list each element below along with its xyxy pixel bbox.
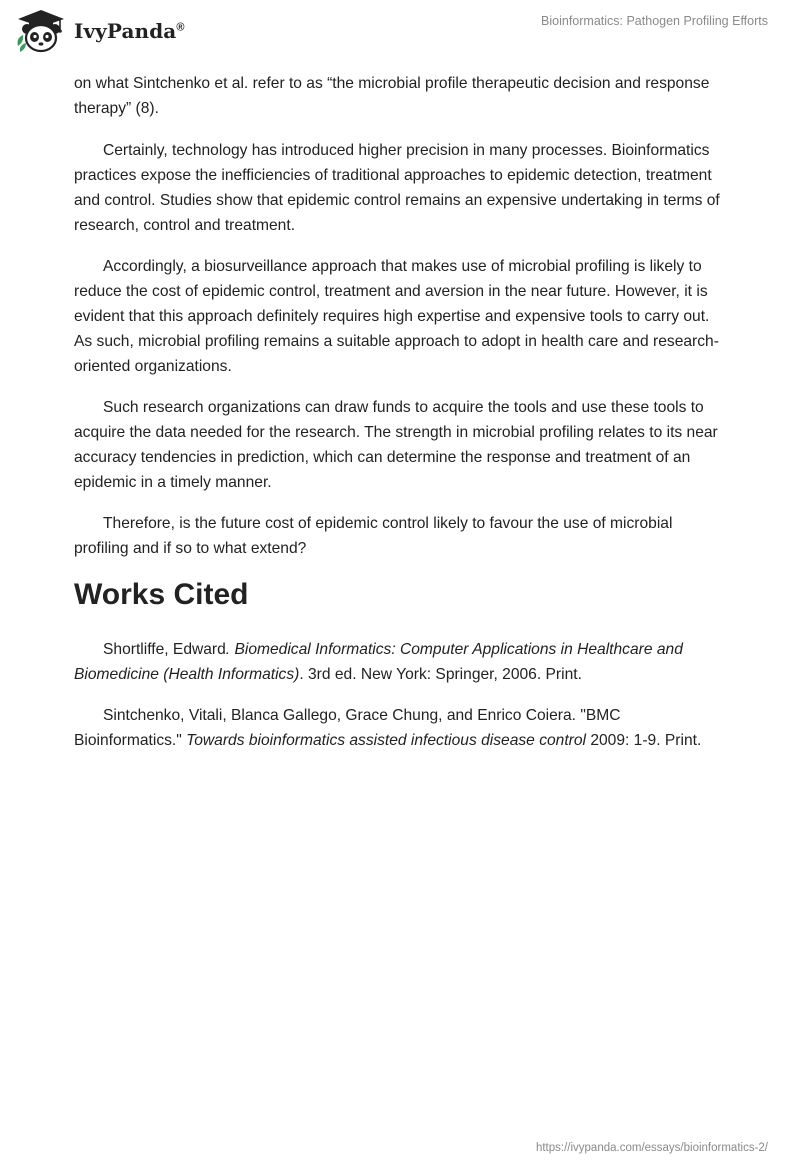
ivypanda-logo[interactable] (14, 6, 185, 56)
citation-title: Biomedical Informatics: Computer Applications in Healthcare and Biomedicine (Health Informatics) (74, 641, 683, 683)
page-header (0, 0, 800, 62)
body-paragraph: on what Sintchenko et al. refer to as “the microbial profile therapeutic decision and response therapy” (8). (74, 75, 710, 117)
citation-title: Towards bioinformatics assisted infectious disease control (186, 732, 586, 749)
body-paragraph: Certainly, technology has introduced higher precision in many processes. Bioinformatics practices expose the inefficiencies of traditional approaches to epidemic detection, treatment and control. Studies show that epidemic control remains an expensive undertaking in terms of research, control and treatment. (74, 142, 720, 234)
citation-entry (74, 703, 730, 753)
footer-url[interactable]: https://ivypanda.com/essays/bioinformatics-2/ (535, 1142, 768, 1154)
panda-graduate-logo-icon (14, 8, 68, 54)
body-paragraph: Accordingly, a biosurveillance approach that makes use of microbial profiling is likely to reduce the cost of epidemic control, treatment and aversion in the near future. However, it is evident that this approach definitely requires high expertise and expensive tools to carry out. As such, microbial profiling remains a suitable approach to adopt in health care and research-oriented organizations. (74, 258, 719, 375)
works-cited-heading: Works Cited (74, 578, 249, 611)
citation-author: Shortliffe, Edward (103, 641, 226, 658)
brand-name: IvyPanda® (74, 19, 185, 43)
citation-entry (74, 637, 730, 687)
body-paragraph: Therefore, is the future cost of epidemic control likely to favour the use of microbial profiling and if so to what extend? (74, 515, 673, 557)
citation-details: 2009: 1-9. Print. (586, 732, 702, 749)
body-paragraph: Such research organizations can draw funds to acquire the tools and use these tools to acquire the data needed for the research. The strength in microbial profiling relates to its near accuracy tendencies in prediction, which can determine the response and treatment of an epidemic in a timely manner. (74, 399, 718, 491)
running-title: Bioinformatics: Pathogen Profiling Efforts (541, 14, 768, 28)
citation-details: . 3rd ed. New York: Springer, 2006. Print. (299, 666, 582, 683)
citation-author: Sintchenko, Vitali, Blanca Gallego, Grace Chung, and Enrico Coiera. "BMC Bioinformatics." (74, 707, 621, 749)
essay-body (74, 71, 730, 769)
citation-dot: . (225, 641, 231, 658)
